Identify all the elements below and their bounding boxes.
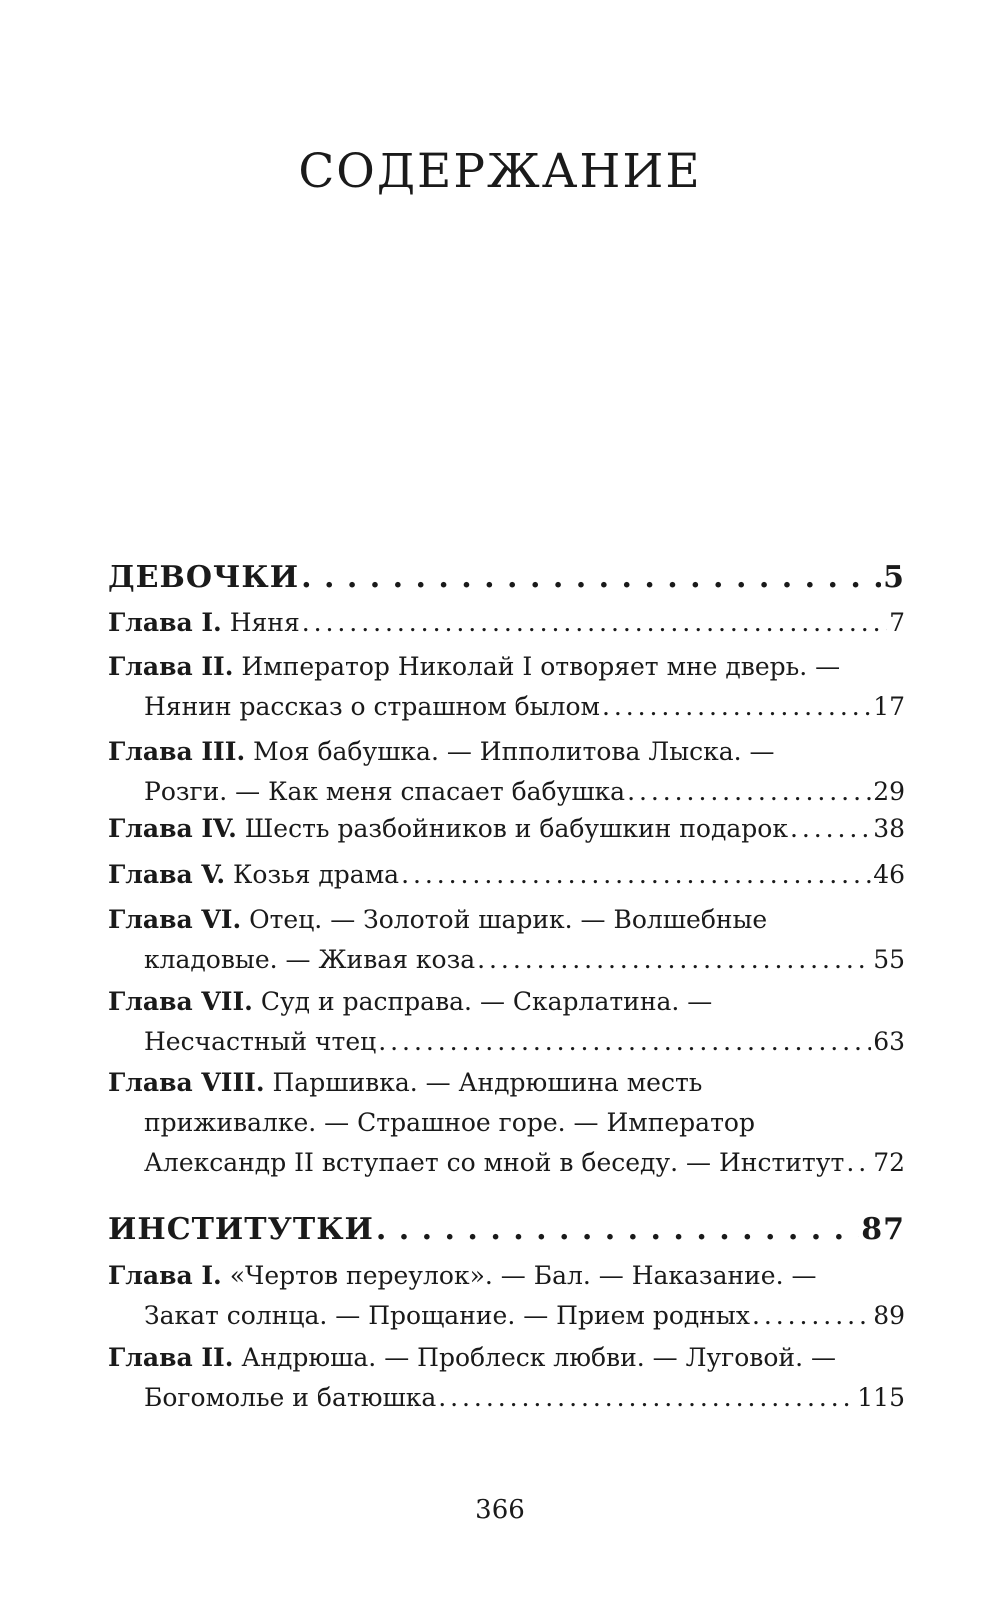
part-title: ИНСТИТУТКИ bbox=[108, 1212, 374, 1247]
chapter-page: 7 bbox=[889, 608, 905, 637]
chapter-title-continued: Александр II вступает со мной в беседу. — Институт bbox=[144, 1148, 845, 1177]
chapter-label: Глава II. bbox=[108, 1343, 234, 1372]
chapter-title-continued: Закат солнца. — Прощание. — Прием родных bbox=[144, 1301, 750, 1330]
toc-entry bbox=[108, 1256, 905, 1336]
toc-entry bbox=[108, 855, 905, 895]
toc-entry bbox=[108, 1338, 905, 1418]
chapter-page: 72 bbox=[873, 1148, 905, 1177]
chapter-label: Глава VIII. bbox=[108, 1068, 265, 1097]
chapter-label: Глава V. bbox=[108, 860, 226, 889]
chapter-label: Глава VI. bbox=[108, 905, 242, 934]
chapter-page: 55 bbox=[873, 945, 905, 974]
chapter-title-continued: Богомолье и батюшка bbox=[144, 1383, 437, 1412]
chapter-title: Суд и расправа. — Скарлатина. — bbox=[260, 987, 713, 1016]
chapter-page: 17 bbox=[873, 692, 905, 721]
chapter-page: 29 bbox=[873, 777, 905, 806]
chapter-label: Глава III. bbox=[108, 737, 246, 766]
toc-entry bbox=[108, 900, 905, 980]
chapter-page: 63 bbox=[873, 1027, 905, 1056]
toc-entry bbox=[108, 1063, 905, 1183]
leader-dots bbox=[752, 1296, 871, 1336]
leader-dots bbox=[302, 603, 887, 643]
part-heading bbox=[108, 1212, 905, 1252]
chapter-title: Козья драма bbox=[233, 860, 400, 889]
chapter-title: Андрюша. — Проблеск любви. — Луговой. — bbox=[241, 1343, 836, 1372]
leader-dots bbox=[376, 1212, 859, 1248]
chapter-title-continued: Нянин рассказ о страшном былом bbox=[144, 692, 600, 721]
chapter-title: «Чертов переулок». — Бал. — Наказание. — bbox=[229, 1261, 817, 1290]
chapter-page: 89 bbox=[873, 1301, 905, 1330]
chapter-label: Глава I. bbox=[108, 608, 222, 637]
leader-dots bbox=[301, 560, 881, 596]
toc-entry bbox=[108, 732, 905, 812]
chapter-title: Паршивка. — Андрюшина месть bbox=[272, 1068, 703, 1097]
chapter-title: Няня bbox=[229, 608, 300, 637]
chapter-title-continued: приживалке. — Страшное горе. — Император bbox=[144, 1108, 755, 1137]
leader-dots bbox=[378, 1022, 871, 1062]
leader-dots bbox=[438, 1378, 855, 1418]
chapter-label: Глава IV. bbox=[108, 814, 237, 843]
part-page: 5 bbox=[883, 560, 905, 595]
chapter-page: 38 bbox=[873, 814, 905, 843]
chapter-title-continued: Розги. — Как меня спасает бабушка bbox=[144, 777, 626, 806]
page-title: СОДЕРЖАНИЕ bbox=[298, 144, 702, 199]
chapter-title-continued: кладовые. — Живая коза bbox=[144, 945, 476, 974]
leader-dots bbox=[790, 809, 871, 849]
chapter-label: Глава I. bbox=[108, 1261, 222, 1290]
part-title: ДЕВОЧКИ bbox=[108, 560, 300, 595]
leader-dots bbox=[401, 855, 871, 895]
chapter-title: Император Николай I отворяет мне дверь. — bbox=[241, 652, 841, 681]
chapter-title: Шесть разбойников и бабушкин подарок bbox=[244, 814, 788, 843]
leader-dots bbox=[627, 772, 871, 812]
leader-dots bbox=[477, 940, 871, 980]
chapter-title: Отец. — Золотой шарик. — Волшебные bbox=[249, 905, 768, 934]
chapter-title-continued: Несчастный чтец bbox=[144, 1027, 377, 1056]
toc-entry bbox=[108, 647, 905, 727]
part-heading bbox=[108, 560, 905, 600]
chapter-page: 115 bbox=[857, 1383, 905, 1412]
page-number: 366 bbox=[475, 1495, 525, 1525]
chapter-label: Глава II. bbox=[108, 652, 234, 681]
toc-entry bbox=[108, 603, 905, 643]
part-page: 87 bbox=[861, 1212, 905, 1247]
toc-entry bbox=[108, 982, 905, 1062]
chapter-title: Моя бабушка. — Ипполитова Лыска. — bbox=[253, 737, 775, 766]
leader-dots bbox=[602, 687, 871, 727]
leader-dots bbox=[846, 1143, 871, 1183]
toc-entry bbox=[108, 809, 905, 849]
chapter-page: 46 bbox=[873, 860, 905, 889]
chapter-label: Глава VII. bbox=[108, 987, 253, 1016]
